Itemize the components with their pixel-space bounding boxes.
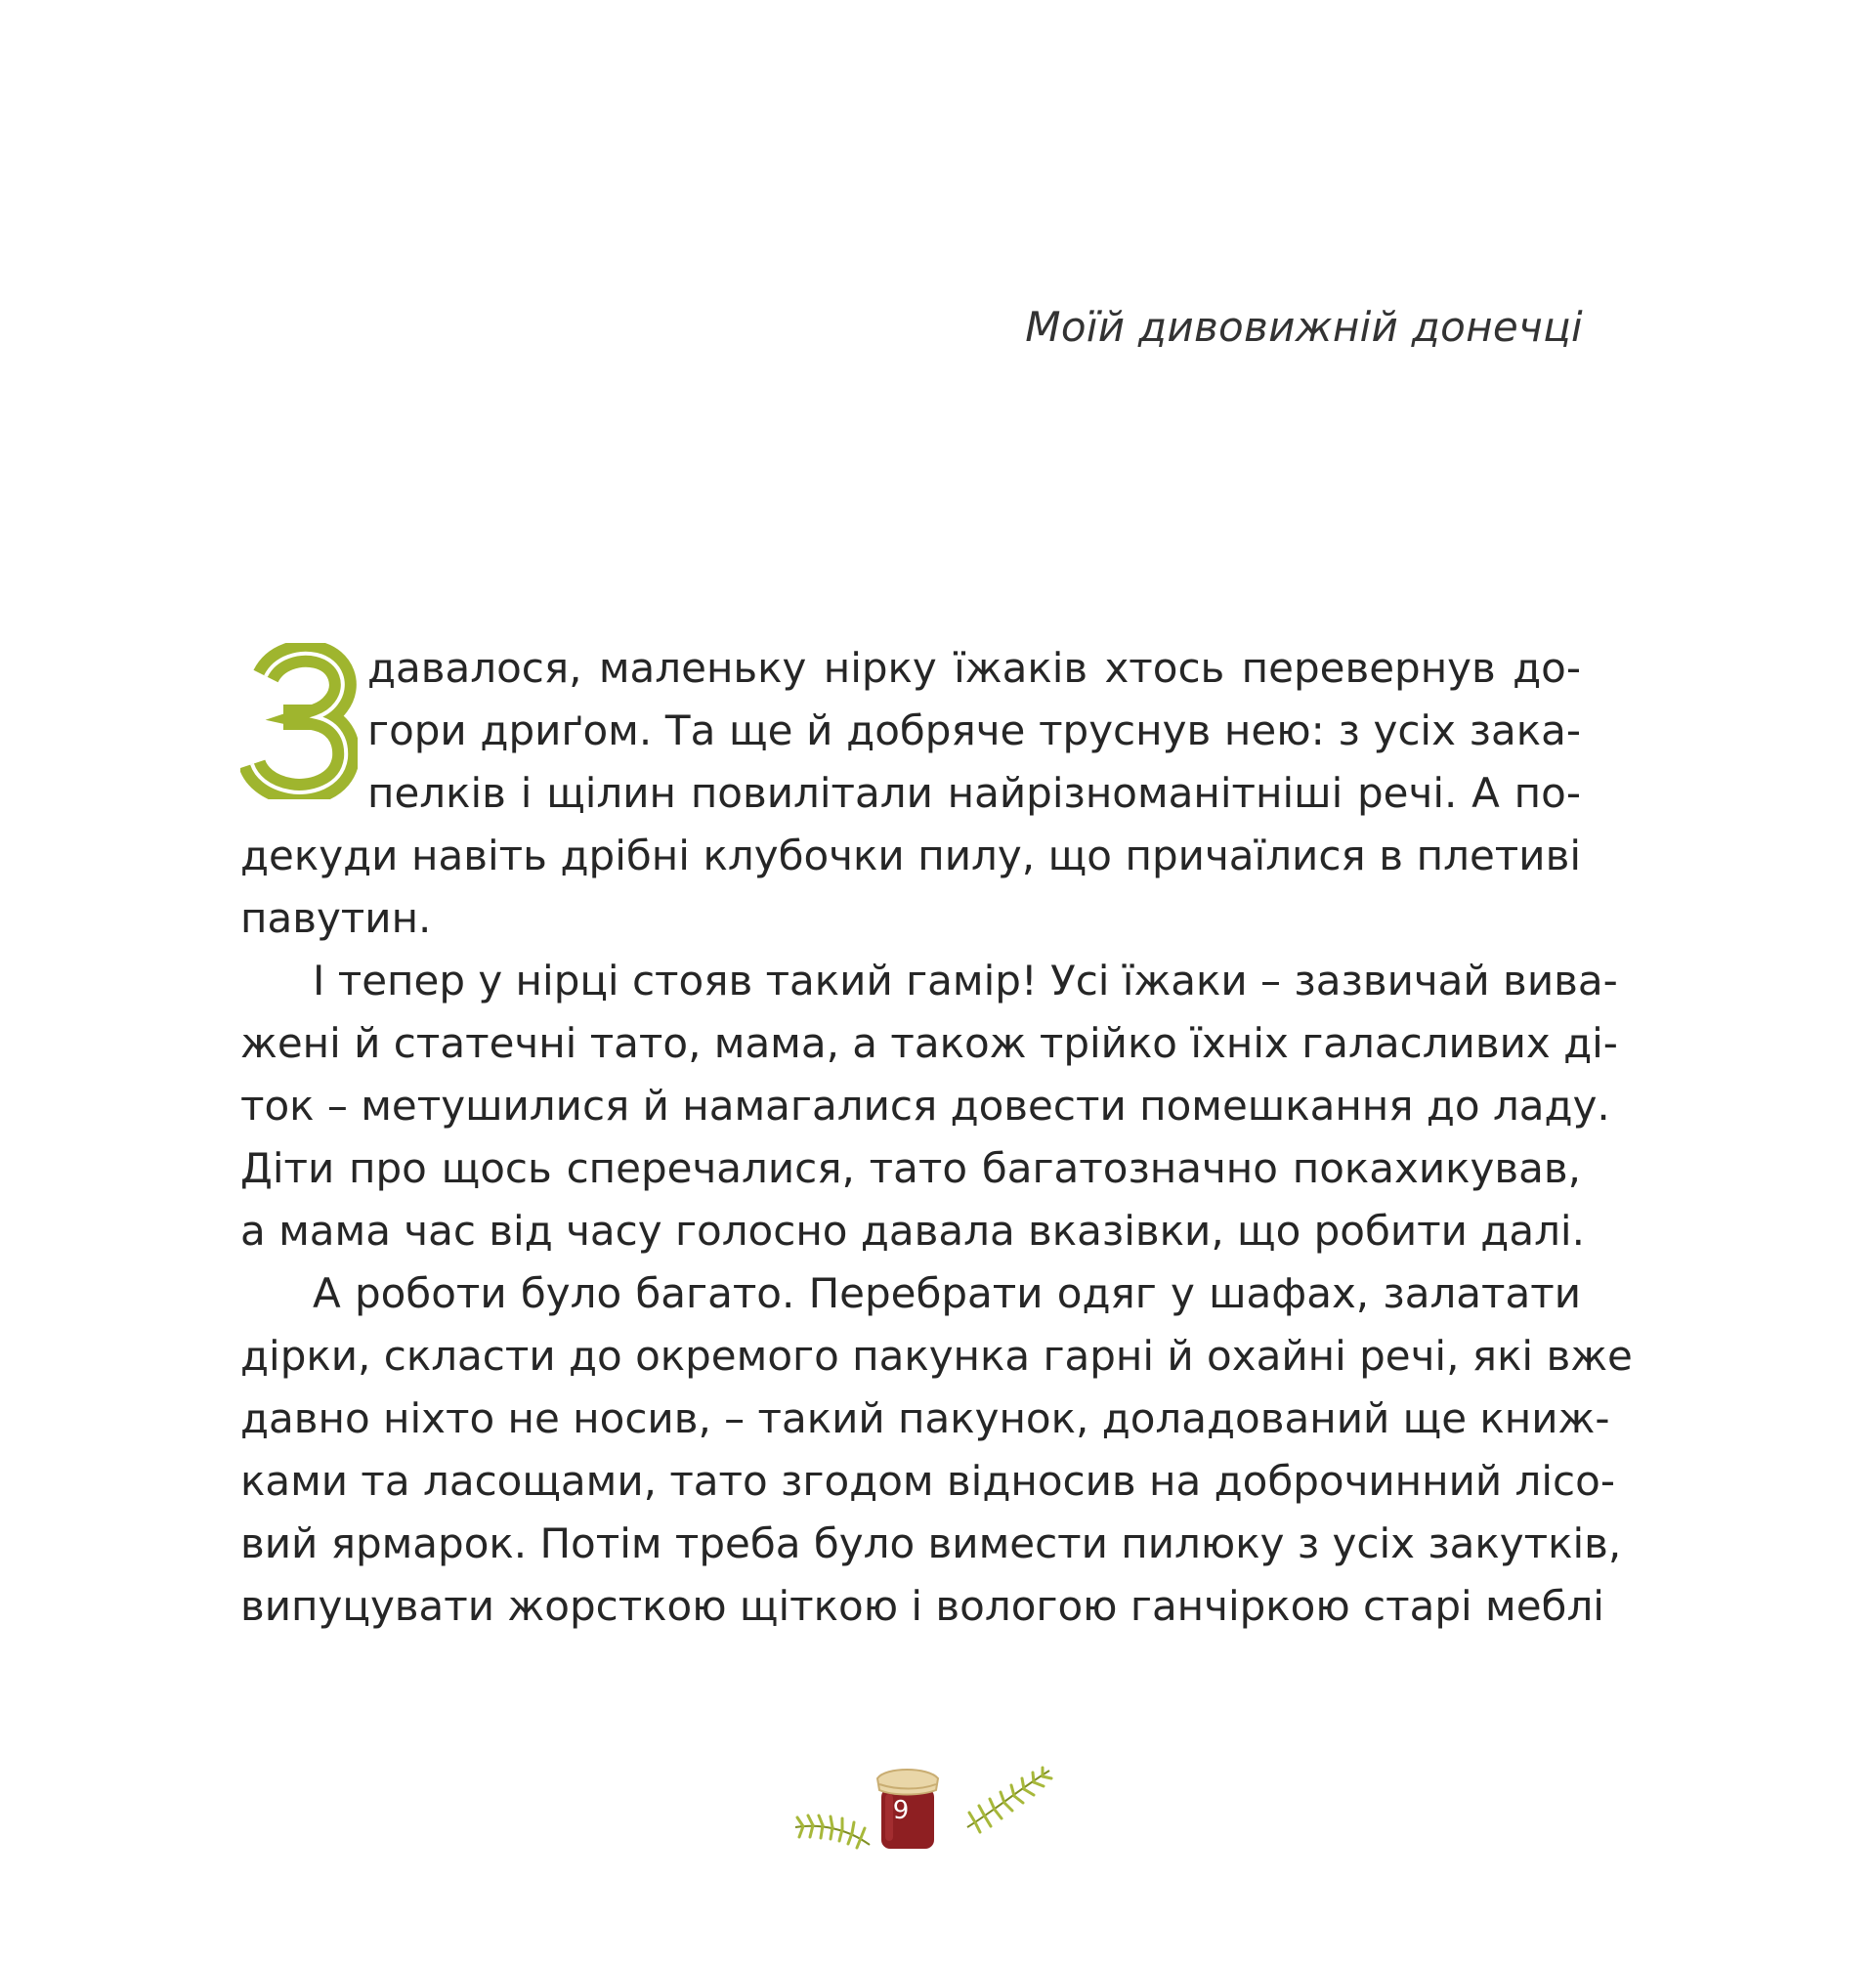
text-line: дірки, скласти до окремого пакунка гарні й охайні речі, які вже xyxy=(240,1332,1633,1380)
text-line: І тепер у нірці стояв такий гамір! Усі їжаки – зазвичай вива- xyxy=(313,957,1618,1004)
dedication: Моїй дивовижній донечці xyxy=(1025,303,1583,351)
text-line: вий ярмарок. Потім треба було вимести пилюку з усіх закутків, xyxy=(240,1519,1622,1567)
text-line: жені й статечні тато, мама, а також трійко їхніх галасливих ді- xyxy=(240,1019,1618,1067)
text-line: давно ніхто не носив, – такий пакунок, доладований ще книж- xyxy=(240,1394,1610,1442)
text-line: а мама час від часу голосно давала вказівки, що робити далі. xyxy=(240,1207,1585,1255)
text-line: випуцувати жорсткою щіткою і вологою ганчіркою старі меблі xyxy=(240,1582,1604,1630)
text-line: пелків і щілин повилітали найрізноманітніші речі. А по- xyxy=(367,769,1581,817)
text-line: А роботи було багато. Перебрати одяг у шафах, залатати xyxy=(313,1269,1581,1317)
text-line: гори дриґом. Та ще й добряче труснув нею: з усіх зака- xyxy=(367,706,1581,754)
pine-branch-icon xyxy=(967,1768,1051,1832)
text-line: декуди навіть дрібні клубочки пилу, що причаїлися в плетиві xyxy=(240,832,1581,879)
text-line: ток – метушилися й намагалися довести помешкання до ладу. xyxy=(240,1082,1610,1130)
text-line: давалося, маленьку нірку їжаків хтось перевернув до- xyxy=(367,644,1581,692)
pine-branch-icon xyxy=(795,1816,870,1848)
text-line: Діти про щось сперечалися, тато багатозначно покахикував, xyxy=(240,1144,1581,1192)
footer-ornament xyxy=(791,1759,1085,1866)
page-number: 9 xyxy=(892,1796,910,1825)
drop-cap xyxy=(240,643,358,799)
story-text xyxy=(240,637,1633,1638)
text-line: ками та ласощами, тато згодом відносив на доброчинний лісо- xyxy=(240,1457,1615,1505)
page-footer xyxy=(791,1759,1085,1866)
text-line: павутин. xyxy=(240,894,432,942)
